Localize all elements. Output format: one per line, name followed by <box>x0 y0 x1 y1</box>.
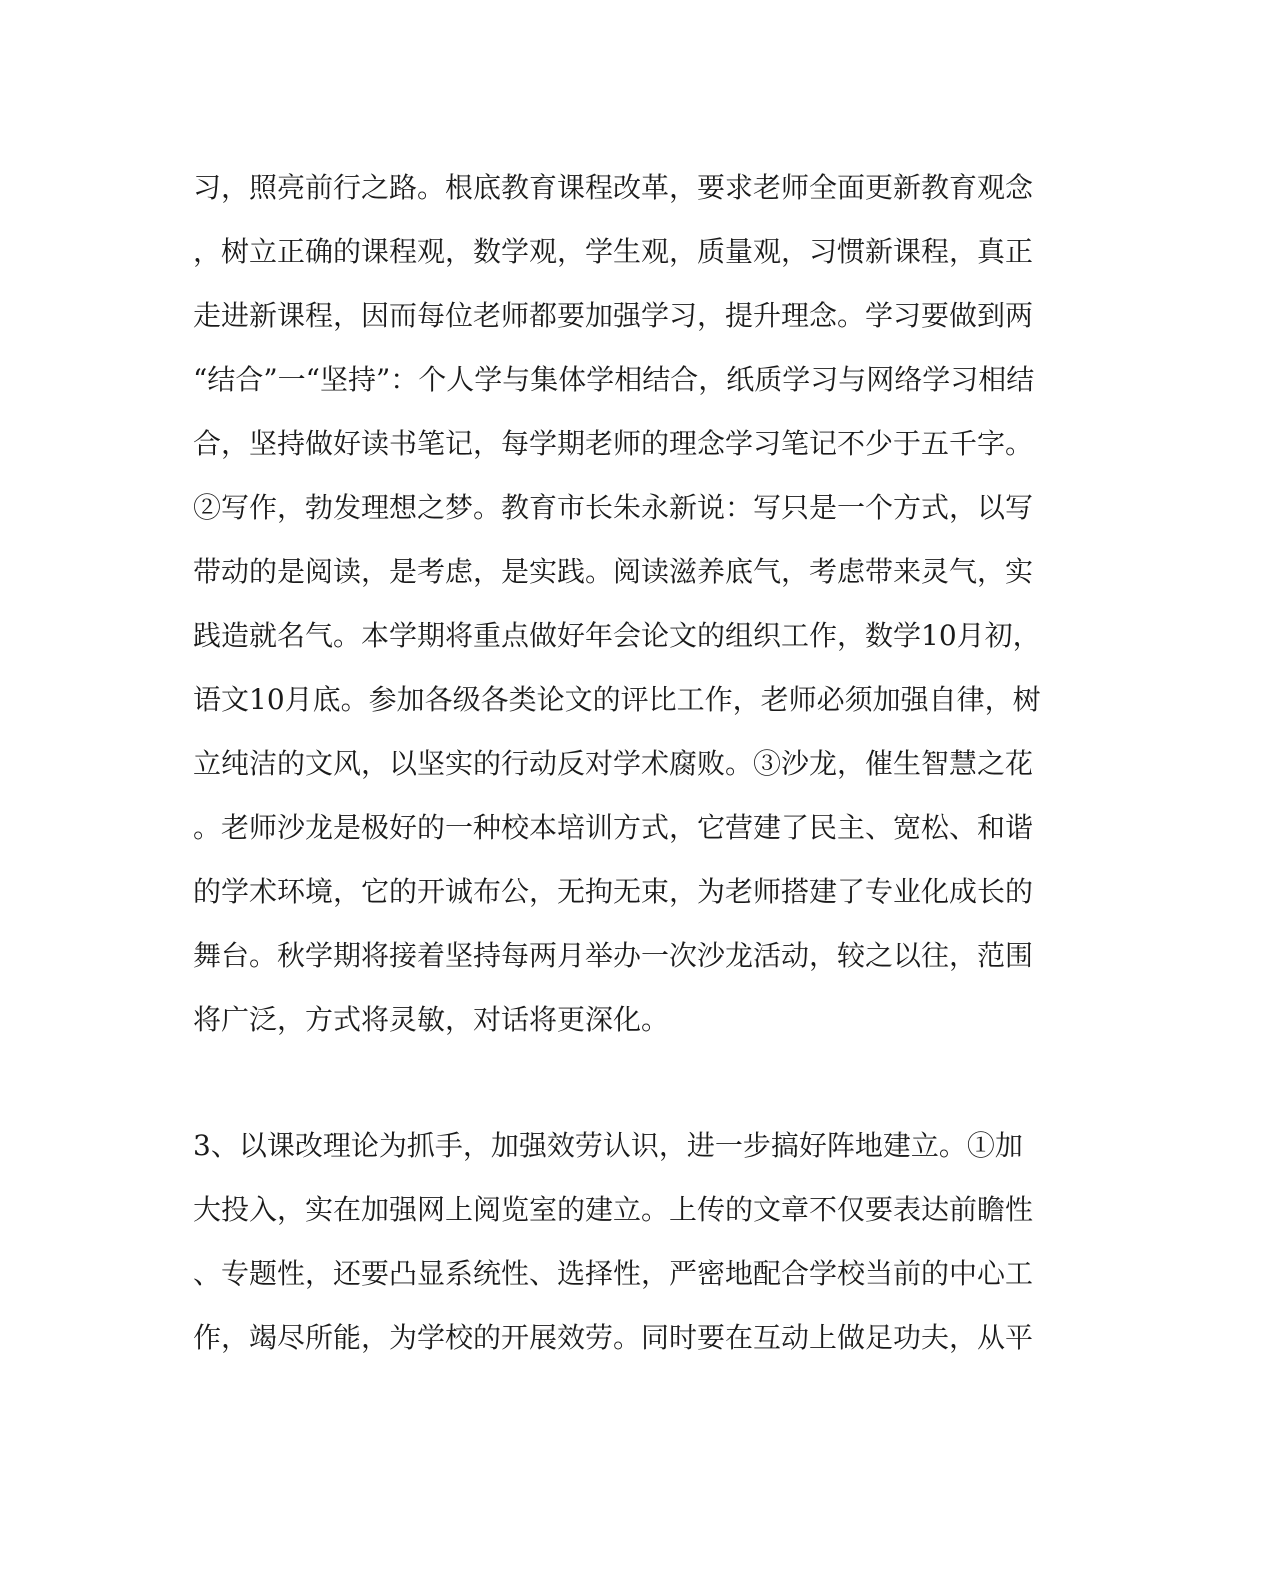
text-line: ，树立正确的课程观，数学观，学生观，质量观，习惯新课程，真正 <box>193 235 1034 268</box>
text-line: 的学术环境，它的开诚布公，无拘无束，为老师搭建了专业化成长的 <box>193 875 1034 908</box>
text-line: 大投入，实在加强网上阅览室的建立。上传的文章不仅要表达前瞻性 <box>193 1193 1034 1226</box>
text-line: “结合”一“坚持”：个人学与集体学相结合，纸质学习与网络学习相结 <box>193 363 1035 396</box>
text-line: 、专题性，还要凸显系统性、选择性，严密地配合学校当前的中心工 <box>193 1257 1034 1290</box>
text-line: 。老师沙龙是极好的一种校本培训方式，它营建了民主、宽松、和谐 <box>193 811 1034 844</box>
text-line: 走进新课程，因而每位老师都要加强学习，提升理念。学习要做到两 <box>193 299 1034 332</box>
text-line: 将广泛，方式将灵敏，对话将更深化。 <box>193 1003 670 1036</box>
text-line: 3、以课改理论为抓手，加强效劳认识，进一步搞好阵地建立。①加 <box>193 1129 1023 1162</box>
text-line: 作，竭尽所能，为学校的开展效劳。同时要在互动上做足功夫，从平 <box>193 1321 1034 1354</box>
paragraph-teacher-learning <box>193 156 1063 1052</box>
text-line: 语文10月底。参加各级各类论文的评比工作，老师必须加强自律，树 <box>193 683 1041 716</box>
text-line: 合，坚持做好读书笔记，每学期老师的理念学习笔记不少于五千字。 <box>193 427 1034 460</box>
text-line: 立纯洁的文风，以坚实的行动反对学术腐败。③沙龙，催生智慧之花 <box>193 747 1034 780</box>
text-line: 带动的是阅读，是考虑，是实践。阅读滋养底气，考虑带来灵气，实 <box>193 555 1034 588</box>
text-line: 践造就名气。本学期将重点做好年会论文的组织工作，数学10月初， <box>193 619 1041 652</box>
text-line: 习，照亮前行之路。根底教育课程改革，要求老师全面更新教育观念 <box>193 171 1034 204</box>
paragraph-curriculum-reform <box>193 1114 1063 1370</box>
text-line: ②写作，勃发理想之梦。教育市长朱永新说：写只是一个方式，以写 <box>193 491 1034 524</box>
text-line: 舞台。秋学期将接着坚持每两月举办一次沙龙活动，较之以往，范围 <box>193 939 1034 972</box>
